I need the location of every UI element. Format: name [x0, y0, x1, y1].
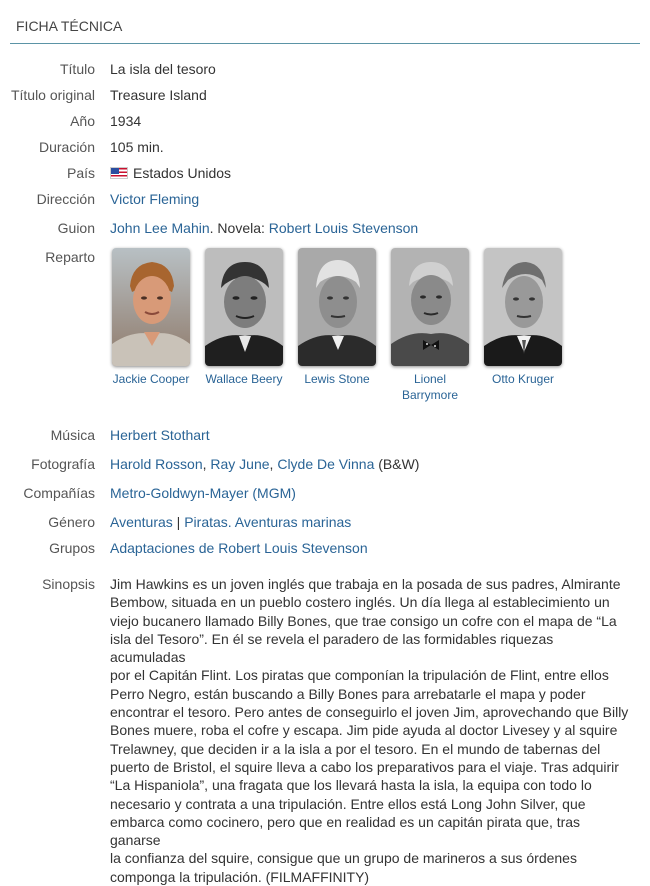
value-genero	[110, 513, 630, 531]
actor-photo[interactable]	[298, 248, 376, 366]
genre-link[interactable]: Aventuras	[110, 514, 173, 530]
actor-photo[interactable]	[112, 248, 190, 366]
actor-name[interactable]: Lewis Stone	[304, 372, 370, 386]
cinematographer-link[interactable]: Clyde De Vinna	[277, 456, 375, 472]
value-musica	[110, 426, 630, 444]
separator: ,	[269, 456, 278, 472]
actor-name[interactable]: Jackie Cooper	[112, 372, 190, 386]
synopsis-text: Jim Hawkins es un joven inglés que trabaja en la posada de sus padres, Almirante Bembow, situada en un pueblo costero inglés. Un día llega al establecimiento un viejo bucanero llamado Billy Bones, que trae consigo un cofre con el mapa de “La isla del Tesoro”. En él se revela el paradero de las formidables riquezas acumuladas por el Capitán Flint. Los piratas que componían la tripulación de Flint, entre ellos Perro Negro, están buscando a Billy Bones para arrebatarle el mapa y poder encontrar el tesoro. Pero antes de conseguirlo el joven Jim, aprovechando que Billy Bones muere, roba el cofre y escapa. Jim pide ayuda al doctor Livesey y al squire Trelawney, que deciden ir a la isla a por el tesoro. En el mundo de tabernas del puerto de Bristol, el squire lleva a cabo los preparativos para el viaje. Tras adquirir “La Hispaniola”, una fragata que los llevará hasta la isla, la equipa con todo lo necesario y contrata a una tripulación. Entre ellos está Long John Silver, que embarca como cocinero, pero que en realidad es un capitán pirata que, tras ganarse la confianza del squire, consigue que un grupo de marineros a sus órdenes componga la tripulación. (FILMAFFINITY)	[110, 576, 629, 885]
separator: .	[227, 514, 235, 530]
label-titulo: Título	[59, 61, 95, 77]
value-pais	[110, 164, 630, 182]
label-musica: Música	[50, 427, 95, 443]
value-companias	[110, 484, 630, 502]
label-titulo-original: Título original	[10, 87, 95, 103]
label-direccion: Dirección	[36, 191, 95, 207]
actor-photo[interactable]	[484, 248, 562, 366]
label-grupos: Grupos	[49, 540, 95, 556]
actor-name[interactable]: Otto Kruger	[491, 372, 555, 386]
value-fotografia	[110, 455, 630, 473]
separator: |	[172, 514, 185, 530]
value-duracion: 105 min.	[110, 139, 164, 155]
cinematographer-link[interactable]: Ray June	[210, 456, 270, 472]
label-pais: País	[66, 165, 95, 181]
actor-photo[interactable]	[205, 248, 283, 366]
value-titulo-original: Treasure Island	[110, 87, 207, 103]
genre-link[interactable]: Piratas	[184, 514, 228, 530]
value-titulo: La isla del tesoro	[110, 61, 216, 77]
bw-note: (B&W)	[374, 456, 420, 472]
label-companias: Compañías	[23, 485, 95, 501]
label-fotografia: Fotografía	[31, 456, 95, 472]
us-flag-icon	[110, 167, 128, 179]
group-link[interactable]: Adaptaciones de Robert Louis Stevenson	[110, 540, 368, 556]
actor-name[interactable]: Lionel Barrymore	[401, 372, 458, 402]
director-link[interactable]: Victor Fleming	[110, 191, 200, 207]
label-genero: Género	[48, 514, 95, 530]
cast-member[interactable]	[201, 248, 287, 387]
actor-photo[interactable]	[391, 248, 469, 366]
separator: ,	[202, 456, 211, 472]
label-guion: Guion	[57, 220, 95, 236]
actor-name[interactable]: Wallace Beery	[205, 372, 283, 386]
value-grupos	[110, 539, 630, 557]
composer-link[interactable]: Herbert Stothart	[110, 427, 210, 443]
company-link[interactable]: Metro-Goldwyn-Mayer (MGM)	[110, 485, 296, 501]
cast-member[interactable]	[387, 248, 473, 403]
value-guion	[110, 219, 630, 237]
value-anio: 1934	[110, 113, 142, 129]
guion-separator: . Novela:	[209, 220, 269, 236]
novel-author-link[interactable]: Robert Louis Stevenson	[268, 220, 419, 236]
cinematographer-link[interactable]: Harold Rosson	[110, 456, 203, 472]
section-title: FICHA TÉCNICA	[10, 18, 640, 44]
country-name: Estados Unidos	[133, 165, 232, 181]
label-reparto: Reparto	[45, 249, 95, 265]
writer-link[interactable]: John Lee Mahin	[110, 220, 210, 236]
label-sinopsis: Sinopsis	[42, 576, 95, 592]
genre-link[interactable]: Aventuras marinas	[234, 514, 352, 530]
cast-member[interactable]	[480, 248, 566, 387]
label-anio: Año	[70, 113, 95, 129]
value-direccion	[110, 190, 630, 208]
cast-member[interactable]	[294, 248, 380, 387]
cast-member[interactable]	[108, 248, 194, 387]
label-duracion: Duración	[38, 139, 95, 155]
